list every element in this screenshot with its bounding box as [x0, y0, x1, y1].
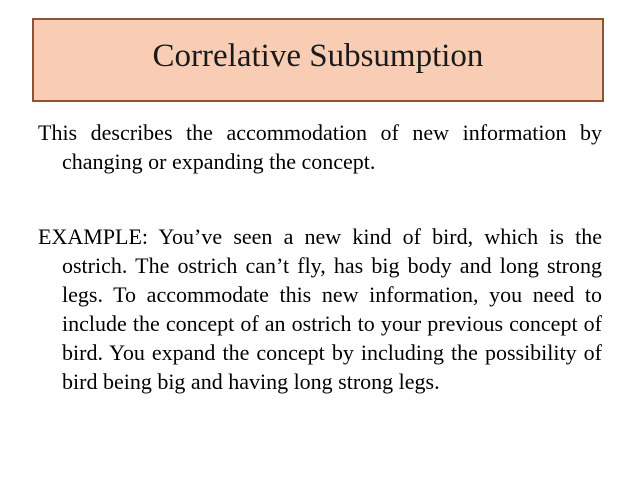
title-box — [32, 18, 604, 102]
example-paragraph: EXAMPLE: You’ve seen a new kind of bird, which is the ostrich. The ostrich can’t fly, has big body and long strong legs. To accommodate this new information, you need to include the concept of an ostrich to your previous concept of bird. You expand the concept by including the possibility of bird being big and having long strong legs. — [38, 224, 602, 394]
definition-paragraph: This describes the accommodation of new information by changing or expanding the concept. — [38, 120, 602, 174]
slide-title: Correlative Subsumption — [152, 37, 484, 74]
